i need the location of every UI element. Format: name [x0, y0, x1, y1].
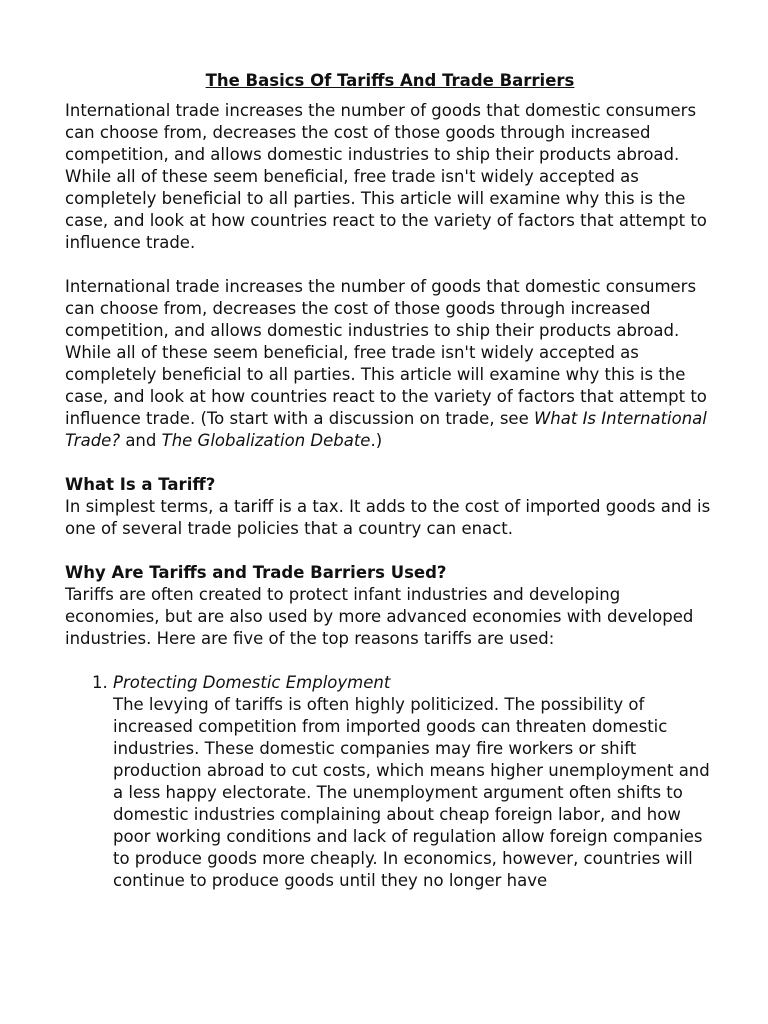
- section-body: Tariffs are often created to protect infant industries and developing economies, but are also used by more advanced economies with developed industries. Here are five of the top reasons tariffs are used:: [65, 585, 694, 648]
- reference-globalization-debate: The Globalization Debate: [161, 431, 371, 450]
- second-paragraph-text: International trade increases the number of goods that domestic consumers can choose from, decreases the cost of those goods through increased competition, and allows domestic industries to ship their products abroad. While all of these seem beneficial, free trade isn't widely accepted as completely beneficial to all parties. This article will examine why this is the case, and look at how countries react to the variety of factors that attempt to influence trade. (To start with a discussion on trade, see: [65, 277, 707, 428]
- list-item: [113, 672, 715, 892]
- reasons-list: [65, 672, 715, 892]
- section-body: In simplest terms, a tariff is a tax. It adds to the cost of imported goods and is one of several trade policies that a country can enact.: [65, 497, 711, 538]
- list-item-body: The levying of tariffs is often highly politicized. The possibility of increased competition from imported goods can threaten domestic industries. These domestic companies may fire workers or shift production abroad to cut costs, which means higher unemployment and a less happy electorate. The unemployment argument often shifts to domestic industries complaining about cheap foreign labor, and how poor working conditions and lack of regulation allow foreign companies to produce goods more cheaply. In economics, however, countries will continue to produce goods until they no longer have: [113, 695, 710, 890]
- intro-paragraph: International trade increases the number of goods that domestic consumers can choose from, decreases the cost of those goods through increased competition, and allows domestic industries to ship their products abroad. While all of these seem beneficial, free trade isn't widely accepted as completely beneficial to all parties. This article will examine why this is the case, and look at how countries react to the variety of factors that attempt to influence trade.: [65, 101, 707, 252]
- second-paragraph: [65, 276, 715, 452]
- conjunction-text: and: [120, 431, 162, 450]
- section-why-tariffs: [65, 562, 715, 650]
- document-content: [65, 70, 715, 892]
- list-item-title: 1. Protecting Domestic Employment: [113, 673, 391, 692]
- closing-text: .): [370, 431, 383, 450]
- section-heading: What Is a Tariff?: [65, 475, 216, 494]
- section-heading: Why Are Tariffs and Trade Barriers Used?: [65, 563, 447, 582]
- document-title: The Basics Of Tariffs And Trade Barriers: [205, 71, 575, 90]
- reference-international-trade: What Is International Trade?: [65, 409, 707, 450]
- section-what-is-tariff: [65, 474, 715, 540]
